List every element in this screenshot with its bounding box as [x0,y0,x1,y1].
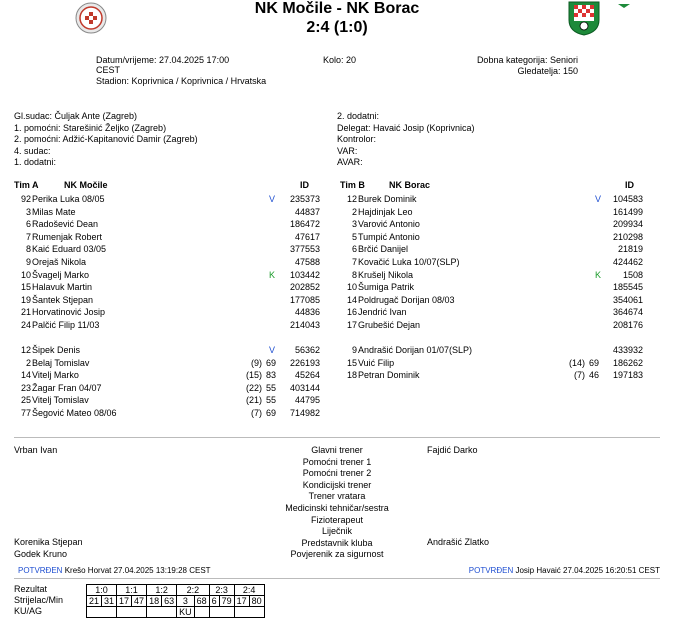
player-number: 7 [351,257,357,267]
player-row [0,357,674,369]
player-name: Rumenjak Robert [32,231,103,242]
confirm-left [18,566,211,575]
player-sub-minute: 69 [265,357,276,368]
player-id: 1508 [622,269,643,280]
player-row [0,382,674,394]
player-id: 185545 [612,282,643,293]
role-medical-technician: Medicinski tehničar/sestra [285,502,389,513]
player-name: Petran Dominik [358,370,420,381]
player-id: 47588 [294,257,320,267]
player-row [0,231,674,243]
result-scorer-minute: 17 [234,596,249,607]
player-id: 214043 [289,320,320,330]
spectator-count: Gledatelja: 150 [517,66,578,76]
result-score: 2:2 [177,585,210,596]
result-ku [147,607,177,618]
player-id: 208176 [612,320,643,330]
match-timezone: CEST [96,65,121,75]
official-delegate: Delegat: Havaić Josip (Koprivnica) [337,122,475,133]
player-role-mark: V [595,194,602,204]
confirm-left-badge: POTVRĐEN [18,566,63,575]
player-number: 77 [20,408,31,418]
player-number: 3 [351,219,357,230]
player-id: 210298 [612,231,643,242]
match-score: 2:4 (1:0) [306,19,368,36]
official-fourth: 4. sudac: [14,145,51,156]
team-b-club-rep: Andrašić Zlatko [427,537,490,547]
player-row [0,193,674,205]
player-name: Švagelj Marko [32,269,90,280]
player-name: Hajdinjak Leo [358,206,413,217]
player-sub-for: (22) [245,382,262,393]
label-scorer: Strijelac/Min [14,595,64,605]
player-role-mark: K [269,269,276,280]
divider-staff [14,437,660,438]
player-name: Andrašić Dorijan 01/07(SLP) [358,345,473,355]
player-number: 21 [20,307,31,318]
player-row [0,243,674,255]
player-id: 44837 [294,206,320,217]
player-row [0,294,674,306]
player-sub-minute: 69 [588,357,599,368]
player-number: 10 [346,282,357,293]
result-ku [234,607,264,618]
player-number: 3 [25,206,31,217]
player-number: 5 [351,231,357,242]
player-id: 186472 [289,219,320,230]
player-name: Palčić Filip 11/03 [32,320,100,330]
player-sub-for: (7) [251,408,262,418]
player-id: 354061 [612,294,643,305]
player-sub-for: (14) [568,357,585,368]
player-name: Brčić Danijel [358,244,409,255]
player-id: 186262 [612,357,643,368]
player-row [0,256,674,268]
player-number: 17 [346,320,357,330]
player-name: Belaj Tomislav [32,357,90,368]
player-number: 14 [346,294,357,305]
player-id: 103442 [289,269,320,280]
player-number: 8 [351,269,357,280]
label-result: Rezultat [14,584,48,594]
age-category: Dobna kategorija: Seniori [476,55,578,65]
player-number: 6 [351,244,357,255]
player-sub-for: (7) [574,370,585,381]
player-name: Milas Mate [32,206,76,217]
player-sub-minute: 55 [265,395,276,406]
player-name: Halavuk Martin [32,282,93,293]
result-score: 1:2 [147,585,177,596]
player-name: Orejaš Nikola [32,257,87,267]
player-role-mark: V [269,345,276,355]
confirm-right [469,566,660,575]
result-scorer-minute: 68 [194,596,209,607]
player-sub-minute: 46 [588,370,599,381]
player-row [0,306,674,318]
player-name: Horvatinović Josip [32,307,106,318]
team-b-label: Tim B [340,180,365,190]
player-id: 433932 [612,345,643,355]
player-role-mark: K [595,269,602,280]
confirm-left-text: Krešo Horvat 27.04.2025 13:19:28 CEST [64,566,211,575]
result-score: 1:1 [117,585,147,596]
official-additional-1: 1. dodatni: [14,157,57,167]
result-scorer-minute: 18 [147,596,162,607]
player-name: Krušelj Nikola [358,269,414,280]
result-scorer-minute: 63 [162,596,177,607]
result-scorer-minute: 3 [177,596,195,607]
player-row [0,369,674,381]
team-a-security: Godek Kruno [14,549,68,559]
official-assistant-2: 2. pomoćni: Adžić-Kapitanović Damir (Zagreb) [14,134,198,144]
player-id: 197183 [612,370,643,381]
match-round: Kolo: 20 [323,55,357,65]
player-id: 104583 [612,194,643,204]
role-fitness-coach: Kondicijski trener [302,479,372,490]
player-number: 16 [346,307,357,318]
player-id: 377553 [289,244,320,255]
player-number: 19 [20,294,31,305]
player-id: 364674 [612,307,643,318]
player-id: 226193 [289,357,320,368]
team-a-id-header: ID [300,180,309,190]
player-name: Vitelj Tomislav [32,395,89,406]
player-name: Žagar Fran 04/07 [32,382,102,393]
result-score: 1:0 [87,585,117,596]
player-number: 8 [25,244,31,255]
role-assistant-1: Pomoćni trener 1 [302,456,372,467]
team-b-id-header: ID [625,180,634,190]
confirm-right-text: Josip Havaić 27.04.2025 16:20:51 CEST [515,566,660,575]
official-assistant-1: 1. pomoćni: Starešinić Željko (Zagreb) [14,122,167,133]
match-stadium: Stadion: Koprivnica / Koprivnica / Hrvatska [96,76,267,86]
player-id: 44836 [294,307,320,318]
player-id: 47617 [294,231,320,242]
player-row [0,407,674,419]
player-id: 177085 [289,294,320,305]
player-name: Tumpić Antonio [358,231,420,242]
result-ku [194,607,209,618]
player-name: Grubešić Dejan [358,320,421,330]
official-additional-2: 2. dodatni: [337,111,380,121]
result-scorer-minute: 17 [117,596,132,607]
officials-left [14,111,198,169]
official-var: VAR: [337,145,358,156]
divider-results [14,578,660,579]
player-sub-for: (15) [245,370,262,381]
player-number: 18 [346,370,357,381]
role-head-coach: Glavni trener [311,445,363,455]
player-number: 2 [25,357,31,368]
role-security: Povjerenik za sigurnost [290,549,384,560]
player-id: 202852 [289,282,320,293]
role-physio: Fizioterapeut [310,514,364,525]
team-b-head-coach: Fajdić Darko [427,445,478,455]
player-name: Kaić Eduard 03/05 [32,244,107,255]
player-number: 14 [20,370,31,381]
official-avar: AVAR: [337,157,363,167]
player-sub-minute: 55 [265,382,276,393]
player-number: 9 [351,345,357,355]
player-row [0,394,674,406]
team-a-club-rep: Korenika Stjepan [14,537,83,547]
player-id: 235373 [289,194,320,204]
confirm-right-badge: POTVRĐEN [468,566,514,575]
player-row [0,269,674,281]
role-goalkeeper-coach: Trener vratara [308,491,366,502]
player-sub-for: (21) [245,395,262,406]
player-sub-minute: 69 [265,408,276,418]
result-scorer-minute: 47 [132,596,147,607]
player-name: Šantek Stjepan [32,294,94,305]
team-a-label: Tim A [14,180,39,190]
results-table [86,584,265,618]
player-id: 161499 [612,206,643,217]
result-ku: KU [177,607,195,618]
official-controller: Kontrolor: [337,134,377,144]
player-name: Šipek Denis [32,345,81,355]
player-name: Vuić Filip [358,357,395,368]
results-score-row [87,585,265,596]
team-a-name: NK Močile [64,180,108,190]
player-name: Poldrugač Dorijan 08/03 [358,294,455,305]
player-number: 6 [25,219,31,230]
result-score: 2:3 [209,585,234,596]
player-id: 21819 [617,244,643,255]
result-scorer-minute: 31 [102,596,117,607]
official-head-referee: Gl.sudac: Čuljak Ante (Zagreb) [14,111,138,121]
player-row [0,206,674,218]
role-doctor: Liječnik [321,526,352,537]
player-name: Šumiga Patrik [358,282,415,293]
player-number: 2 [351,206,357,217]
player-role-mark: V [269,194,276,204]
player-id: 44795 [294,395,320,406]
results-ku-row [87,607,265,618]
result-scorer-minute: 80 [249,596,264,607]
match-datetime: Datum/vrijeme: 27.04.2025 17:00 [96,55,230,65]
results-scorer-row [87,596,265,607]
player-row [0,218,674,230]
player-name: Burek Dominik [358,194,417,204]
player-number: 15 [20,282,31,293]
results-labels [14,584,63,617]
player-id: 209934 [612,219,643,230]
player-id: 56362 [294,345,320,355]
player-number: 23 [20,382,31,393]
team-b-name: NK Borac [389,180,431,190]
label-ku: KU/AG [14,606,43,616]
player-row [0,344,674,356]
player-number: 25 [20,395,31,406]
player-sub-minute: 83 [265,370,276,381]
player-number: 9 [25,257,31,267]
player-name: Perika Luka 08/05 [32,194,105,204]
team-a-head-coach: Vrban Ivan [14,445,58,455]
player-row [0,281,674,293]
result-scorer-minute: 6 [209,596,219,607]
player-id: 424462 [612,257,643,267]
player-id: 45264 [294,370,320,381]
player-number: 7 [25,231,31,242]
player-number: 24 [20,320,31,330]
officials-right [337,111,475,169]
result-scorer-minute: 21 [87,596,102,607]
player-number: 10 [20,269,31,280]
player-number: 92 [20,194,31,204]
match-title: NK Močile - NK Borac [254,0,420,17]
result-scorer-minute: 79 [219,596,234,607]
staff-roles [237,445,437,561]
player-number: 12 [20,345,31,355]
role-club-rep: Predstavnik kluba [301,537,373,548]
player-name: Jendrić Ivan [358,307,407,318]
player-name: Vitelj Marko [32,370,79,381]
player-id: 403144 [289,382,320,393]
role-assistant-2: Pomoćni trener 2 [302,468,372,479]
player-row [0,319,674,331]
player-number: 15 [346,357,357,368]
player-name: Varović Antonio [358,219,420,230]
player-number: 12 [346,194,357,204]
result-ku [87,607,117,618]
player-name: Šegović Mateo 08/06 [32,408,117,418]
player-id: 714982 [289,408,320,418]
player-name: Kovačić Luka 10/07(SLP) [358,257,460,267]
result-score: 2:4 [234,585,264,596]
result-ku [209,607,234,618]
player-name: Radošević Dean [32,219,99,230]
player-sub-for: (9) [251,357,262,368]
result-ku [117,607,147,618]
